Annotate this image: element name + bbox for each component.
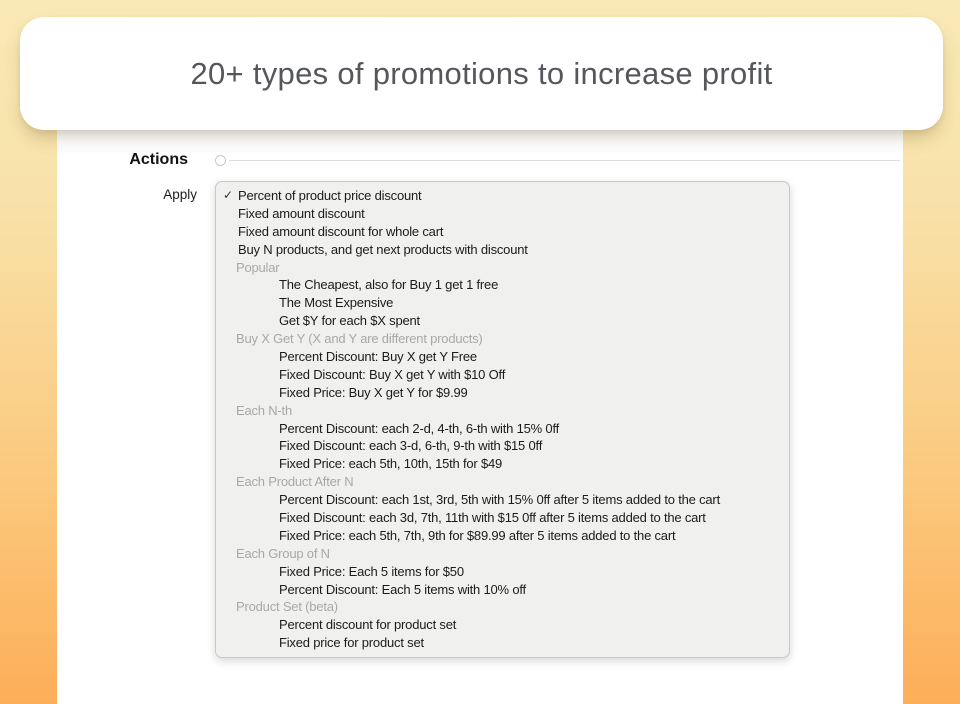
dropdown-option[interactable]	[216, 634, 789, 652]
dropdown-option[interactable]	[216, 527, 789, 545]
dropdown-group-header	[216, 402, 789, 420]
dropdown-option[interactable]	[216, 616, 789, 634]
dropdown-option[interactable]	[216, 348, 789, 366]
dropdown-option[interactable]	[216, 294, 789, 312]
dropdown-option[interactable]	[216, 509, 789, 527]
dropdown-option-label: Fixed amount discount for whole cart	[238, 223, 444, 239]
dropdown-option-label: Fixed Price: each 5th, 10th, 15th for $49	[279, 456, 503, 472]
dropdown-option-label: Fixed Price: Each 5 items for $50	[279, 563, 464, 579]
dropdown-option-label: Get $Y for each $X spent	[279, 313, 420, 329]
dropdown-group-header	[216, 598, 789, 616]
checkmark-icon: ✓	[223, 188, 233, 202]
dropdown-option-label: Fixed price for product set	[279, 635, 424, 651]
dropdown-option-label: Percent Discount: each 1st, 3rd, 5th with 15% 0ff after 5 items added to the cart	[279, 492, 720, 508]
dropdown-option-label: Percent of product price discount	[238, 188, 422, 203]
dropdown-list	[216, 187, 789, 652]
dropdown-option-label: The Most Expensive	[279, 295, 394, 311]
dropdown-option[interactable]	[216, 223, 789, 241]
dropdown-option[interactable]	[216, 205, 789, 223]
dropdown-option-label: Percent discount for product set	[279, 617, 457, 633]
dropdown-group-header-label: Popular	[236, 259, 280, 275]
headline-card	[20, 17, 943, 130]
dropdown-option[interactable]	[216, 563, 789, 581]
section-collapse-circle[interactable]	[215, 155, 226, 166]
dropdown-option-label: Fixed Discount: Buy X get Y with $10 Off	[279, 366, 506, 382]
dropdown-group-header-label: Product Set (beta)	[236, 599, 338, 615]
dropdown-group-header	[216, 545, 789, 563]
dropdown-group-header	[216, 259, 789, 277]
apply-field-label: Apply	[163, 187, 197, 202]
dropdown-option[interactable]	[216, 384, 789, 402]
dropdown-option-label: Percent Discount: each 2-d, 4-th, 6-th with 15% 0ff	[279, 420, 560, 436]
dropdown-group-header-label: Each Group of N	[236, 545, 330, 561]
headline: 20+ types of promotions to increase profit	[190, 55, 773, 91]
dropdown-group-header	[216, 330, 789, 348]
section-divider	[229, 160, 900, 161]
dropdown-option[interactable]	[216, 420, 789, 438]
dropdown-option-label: Percent Discount: Each 5 items with 10% off	[279, 581, 526, 597]
dropdown-option-label: Fixed Discount: each 3d, 7th, 11th with $15 0ff after 5 items added to the cart	[279, 510, 706, 526]
dropdown-option-label: Fixed Price: Buy X get Y for $9.99	[279, 384, 468, 400]
dropdown-option-label: Fixed Price: each 5th, 7th, 9th for $89.99 after 5 items added to the cart	[279, 527, 676, 543]
dropdown-option[interactable]	[216, 491, 789, 509]
dropdown-option[interactable]	[216, 241, 789, 259]
dropdown-option[interactable]	[216, 437, 789, 455]
apply-dropdown	[215, 181, 790, 658]
dropdown-option-label: Buy N products, and get next products with discount	[238, 241, 528, 257]
dropdown-option[interactable]	[216, 366, 789, 384]
dropdown-option[interactable]	[216, 187, 789, 205]
dropdown-group-header-label: Each N-th	[236, 402, 293, 418]
dropdown-option-label: Percent Discount: Buy X get Y Free	[279, 349, 477, 365]
dropdown-group-header-label: Each Product After N	[236, 474, 354, 490]
dropdown-option[interactable]	[216, 312, 789, 330]
actions-section-label: Actions	[129, 151, 188, 168]
dropdown-option[interactable]	[216, 581, 789, 599]
dropdown-group-header-label: Buy X Get Y (X and Y are different products)	[236, 331, 483, 347]
dropdown-option-label: Fixed Discount: each 3-d, 6-th, 9-th with $15 0ff	[279, 438, 543, 454]
dropdown-option-label: Fixed amount discount	[238, 205, 365, 221]
dropdown-option-label: The Cheapest, also for Buy 1 get 1 free	[279, 277, 499, 293]
dropdown-option[interactable]	[216, 276, 789, 294]
dropdown-group-header	[216, 473, 789, 491]
dropdown-option[interactable]	[216, 455, 789, 473]
